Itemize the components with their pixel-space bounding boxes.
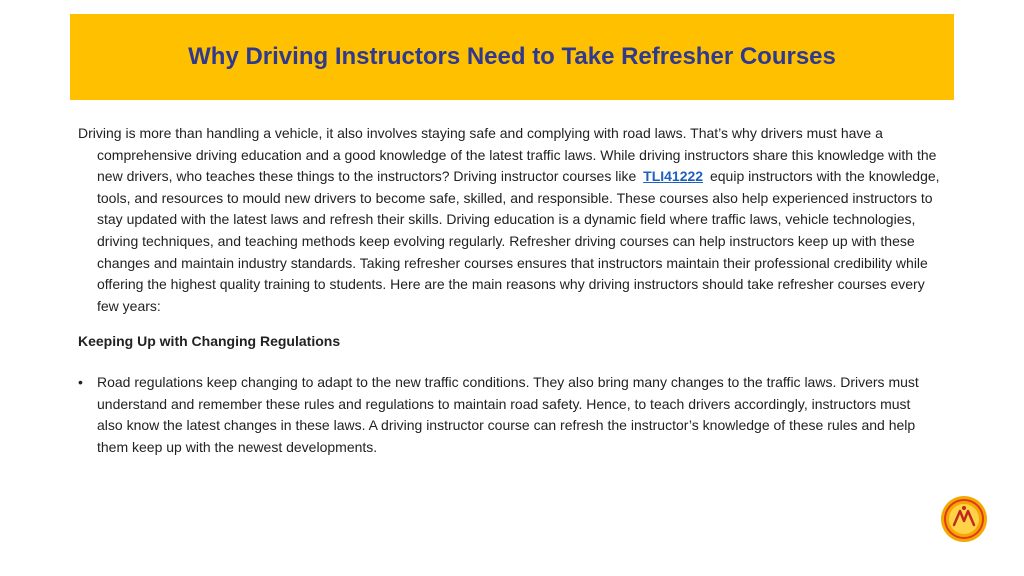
bullet-list xyxy=(78,372,940,458)
intro-text-after-link: equip instructors with the knowledge, tools, and resources to mould new drivers to become safe, skilled, and responsible. These courses also help experienced instructors to stay updated with the latest laws and refresh their skills. Driving education is a dynamic field where traffic laws, vehicle technologies, driving techniques, and teaching methods keep evolving regularly. Refresher driving courses can help instructors keep up with these changes and maintain industry standards. Taking refresher courses ensures that instructors maintain their professional credibility while offering the highest quality training to students. Here are the main reasons why driving instructors should take refresher courses every few years: xyxy=(97,168,940,314)
page-title: Why Driving Instructors Need to Take Refresher Courses xyxy=(188,43,836,70)
circular-emblem-logo-icon xyxy=(940,495,988,543)
content-body xyxy=(78,123,940,458)
title-banner xyxy=(70,14,954,100)
intro-paragraph xyxy=(78,123,940,317)
bullet-text: Road regulations keep changing to adapt to the new traffic conditions. They also bring many changes to the traffic laws. Drivers must understand and remember these rules and regulations to maintain road safety. Hence, to teach drivers accordingly, instructors must also know the latest changes in these laws. A driving instructor course can refresh the instructor’s knowledge of these rules and help them keep up with the newest developments. xyxy=(97,373,919,455)
bullet-item xyxy=(78,372,940,458)
tli41222-link[interactable]: TLI41222 xyxy=(643,168,704,185)
intro-text-before-link: Driving is more than handling a vehicle, it also involves staying safe and complying with road laws. That’s why drivers must have a comprehensive driving education and a good knowledge of the latest traffic laws. While driving instructors share this knowledge with the new drivers, who teaches these things to the instructors? Driving instructor courses like xyxy=(78,125,937,185)
section-heading: Keeping Up with Changing Regulations xyxy=(78,333,341,350)
logo-dot xyxy=(962,506,966,510)
bullet-icon: • xyxy=(78,373,83,390)
